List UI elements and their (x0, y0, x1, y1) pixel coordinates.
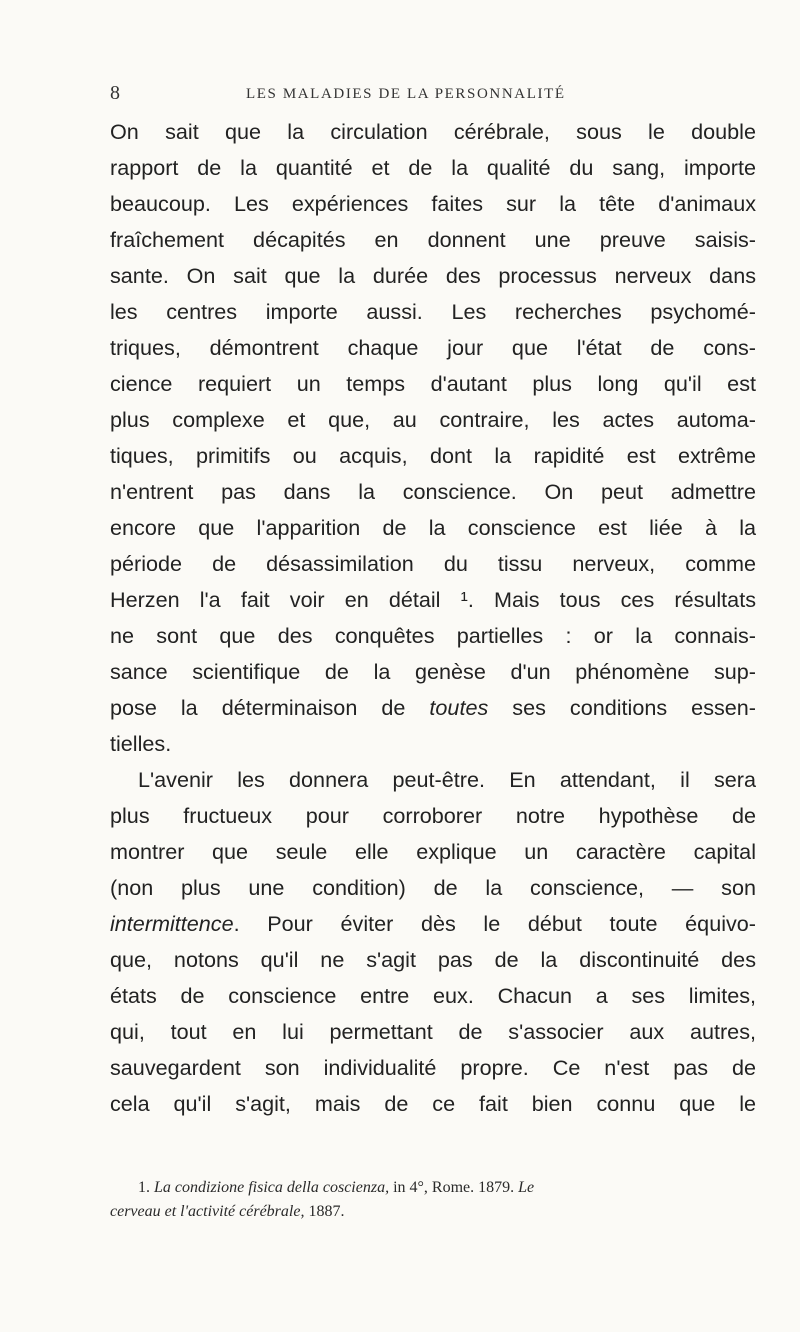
italic-word: toutes (429, 695, 489, 720)
text-line: tiques, primitifs ou acquis, dont la rapidité est extrême (110, 443, 756, 468)
text-line: plus complexe et que, au contraire, les actes automa- (110, 407, 756, 432)
footnote-line (110, 1200, 756, 1224)
paragraph-start-line: L'avenir les donnera peut-être. En attendant, il sera (138, 767, 756, 792)
text-line: période de désassimilation du tissu nerveux, comme (110, 551, 756, 576)
text-line: sance scientifique de la genèse d'un phénomène sup- (110, 659, 756, 684)
text-line: n'entrent pas dans la conscience. On peut admettre (110, 479, 756, 504)
text-line: cience requiert un temps d'autant plus long qu'il est (110, 371, 756, 396)
text-segment: . Pour éviter dès le début toute équivo- (233, 911, 756, 936)
text-line: plus fructueux pour corroborer notre hypothèse de (110, 803, 756, 828)
text-segment: pose la déterminaison de (110, 695, 406, 720)
text-line: beaucoup. Les expériences faites sur la tête d'animaux (110, 191, 756, 216)
page-number: 8 (110, 82, 120, 104)
text-line: rapport de la quantité et de la qualité du sang, importe (110, 155, 756, 180)
text-line (110, 906, 756, 942)
footnote-title: cerveau et l'activité cérébrale, (110, 1203, 305, 1220)
running-title: LES MALADIES DE LA PERSONNALITÉ (246, 86, 566, 102)
text-line: encore que l'apparition de la conscience est liée à la (110, 515, 756, 540)
italic-word: intermittence (110, 911, 234, 936)
text-line: sauvegardent son individualité propre. Ce n'est pas de (110, 1055, 756, 1080)
text-line: montrer que seule elle explique un caractère capital (110, 839, 756, 864)
footnote-text: in 4°, Rome. 1879. (389, 1179, 515, 1196)
body-text (110, 114, 756, 1122)
text-line: sante. On sait que la durée des processus nerveux dans (110, 263, 756, 288)
text-line: Herzen l'a fait voir en détail ¹. Mais tous ces résultats (110, 587, 756, 612)
footnote-text: 1887. (304, 1203, 345, 1220)
text-line: cela qu'il s'agit, mais de ce fait bien connu que le (110, 1091, 756, 1116)
text-line: états de conscience entre eux. Chacun a ses limites, (110, 983, 756, 1008)
text-line: qui, tout en lui permettant de s'associer aux autres, (110, 1019, 756, 1044)
footnote-marker: 1. (138, 1179, 150, 1196)
footnote-title: La condizione fisica della coscienza, (154, 1179, 390, 1196)
text-line: les centres importe aussi. Les recherches psychomé- (110, 299, 756, 324)
text-line (110, 690, 756, 726)
text-line: fraîchement décapités en donnent une preuve saisis- (110, 227, 756, 252)
page-header (110, 82, 750, 112)
text-line: que, notons qu'il ne s'agit pas de la discontinuité des (110, 947, 756, 972)
text-line: tielles. (110, 731, 172, 756)
text-line: On sait que la circulation cérébrale, sous le double (110, 119, 756, 144)
text-line: triques, démontrent chaque jour que l'état de cons- (110, 335, 756, 360)
footnote-title: Le (518, 1179, 535, 1196)
footnote-line (110, 1176, 756, 1200)
text-line: ne sont que des conquêtes partielles : or la connais- (110, 623, 756, 648)
text-line: (non plus une condition) de la conscience, — son (110, 875, 756, 900)
text-segment: ses conditions essen- (512, 695, 756, 720)
footnote (110, 1176, 756, 1224)
